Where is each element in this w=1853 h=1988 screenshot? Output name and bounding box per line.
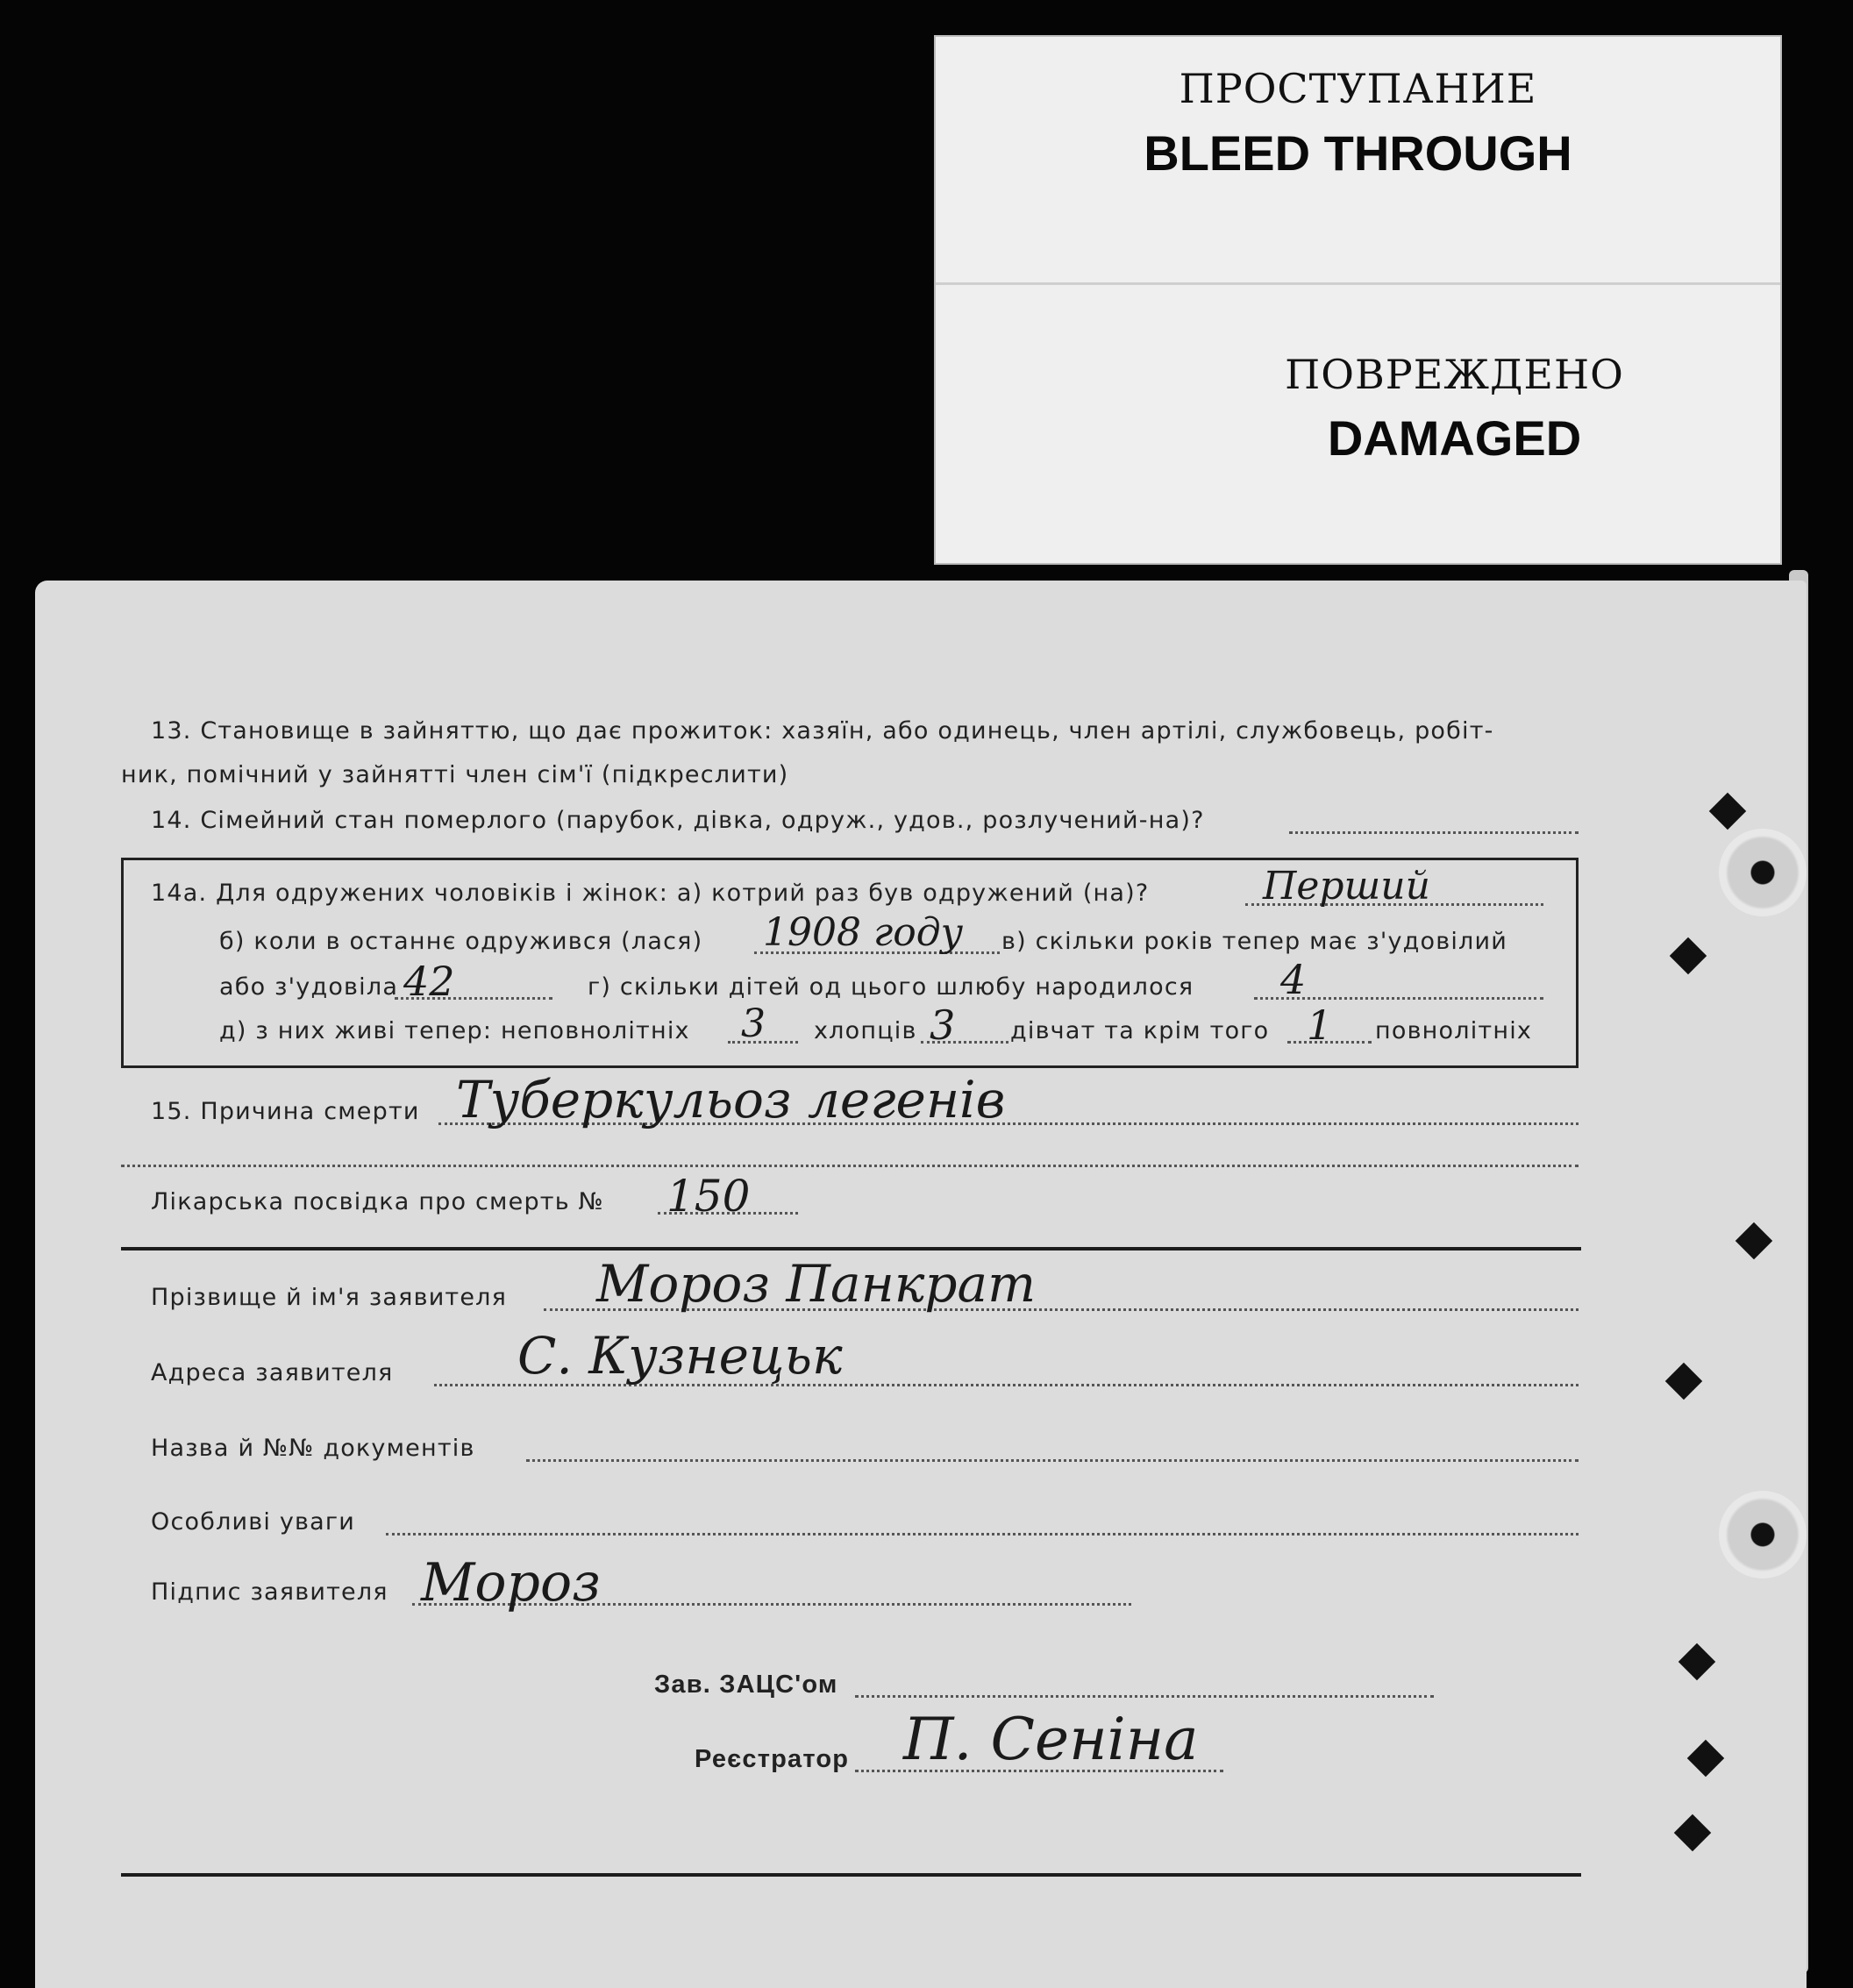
q14a-v-answer: 42	[403, 958, 455, 1005]
q14a-d-boys-label: хлопців	[814, 1017, 917, 1044]
q14a-d-minors-answer: 3	[741, 1001, 766, 1046]
q14a-v-label-2: або з'удовіла	[219, 973, 399, 1001]
q15-answer: Туберкульоз легенів	[456, 1070, 1006, 1129]
q14a-d-adults-label: повнолітніх	[1375, 1017, 1533, 1044]
q14a-v-label: в) скільки років тепер має з'удовілий	[1001, 928, 1508, 955]
applicant-signature: Мороз	[421, 1552, 601, 1614]
punch-hole-damage	[1719, 1491, 1807, 1578]
q14a-a-answer: Перший	[1263, 864, 1430, 908]
registrar-signature: П. Сеніна	[903, 1706, 1199, 1773]
certificate-answer: 150	[666, 1171, 751, 1222]
signature-label: Підпис заявителя	[151, 1578, 388, 1606]
q14a-a-label: 14а. Для одружених чоловіків і жінок: а) котрий раз був одружений (на)?	[151, 880, 1150, 907]
head-line	[855, 1695, 1434, 1698]
archive-notice-card	[934, 35, 1782, 565]
notice-fold-line	[936, 282, 1780, 285]
q14a-d-label: д) з них живі тепер: неповнолітніх	[219, 1017, 690, 1044]
applicant-name-label: Прізвище й ім'я заявителя	[151, 1284, 508, 1311]
q14a-b-answer: 1908 году	[763, 910, 964, 955]
q13-line-2: ник, помічний у зайнятті член сім'ї (підкреслити)	[121, 761, 789, 788]
q14-label: 14. Сімейний стан померлого (парубок, дівка, одруж., удов., розлучений-на)?	[151, 807, 1205, 834]
applicant-address-answer: С. Кузнецьк	[517, 1326, 843, 1386]
q14a-g-answer: 4	[1280, 956, 1307, 1003]
remarks-line	[386, 1533, 1579, 1536]
registrar-label: Реєстратор	[695, 1745, 850, 1773]
damaged-en-label: DAMAGED	[1327, 410, 1582, 466]
q14a-b-label: б) коли в останнє одружився (лася)	[219, 928, 703, 955]
certificate-label: Лікарська посвідка про смерть №	[151, 1188, 604, 1215]
q13-line-1: 13. Становище в зайняттю, що дає прожиток: хазяїн, або одинець, член артілі, службовець, робіт-	[151, 717, 1494, 745]
punch-hole-damage	[1719, 829, 1807, 916]
bottom-rule	[121, 1873, 1581, 1877]
q14a-g-label: г) скільки дітей од цього шлюбу народилося	[588, 973, 1194, 1001]
section-divider	[121, 1247, 1581, 1251]
bleed-through-en-label: BLEED THROUGH	[1144, 125, 1572, 181]
applicant-name-answer: Мороз Панкрат	[596, 1254, 1037, 1314]
remarks-label: Особливі уваги	[151, 1508, 356, 1536]
documents-line	[526, 1459, 1579, 1462]
applicant-address-label: Адреса заявителя	[151, 1359, 394, 1386]
documents-label: Назва й №№ документів	[151, 1435, 475, 1462]
q15-label: 15. Причина смерти	[151, 1098, 420, 1125]
head-label: Зав. ЗАЦС'ом	[654, 1671, 838, 1699]
q14a-d-girls-label: дівчат та крім того	[1010, 1017, 1270, 1044]
q14-answer-line	[1289, 831, 1579, 834]
damaged-ru-label: ПОВРЕЖДЕНО	[1285, 351, 1624, 398]
q15-line-2	[121, 1165, 1579, 1167]
q14a-d-boys-answer: 3	[930, 1001, 956, 1049]
q14a-d-adults-answer: 1	[1307, 1001, 1333, 1049]
bleed-through-ru-label: ПРОСТУПАНИЕ	[1179, 65, 1537, 112]
